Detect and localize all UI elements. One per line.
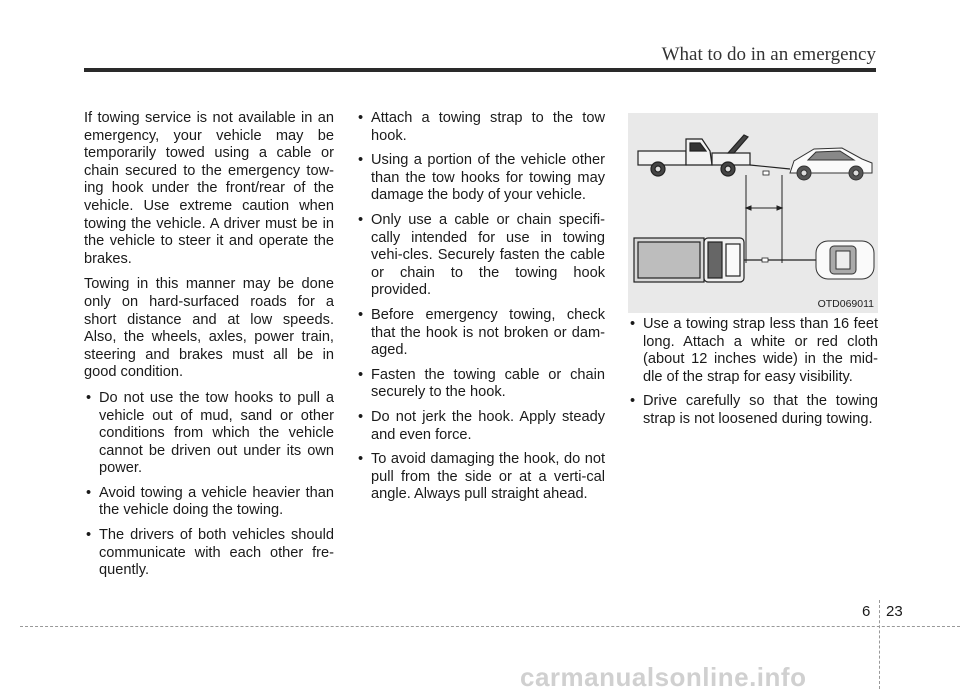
column-2: [356, 110, 605, 511]
list-item: • Avoid towing a vehicle heavier than the vehicle doing the towing.: [84, 485, 334, 520]
towed-car-top-icon: [816, 241, 874, 279]
list-item: • Using a portion of the vehicle other than the tow hooks for towing may damage the body of your vehicle.: [356, 152, 605, 205]
paragraph: If towing service is not available in an emergency, your vehicle may be temporarily towed using a cable or chain secured to the emergency tow-ing hook under the front/rear of the vehicle. Use extreme caution when towing the vehicle. A driver must be in the vehicle to steer it and operate the brakes.: [84, 110, 334, 267]
watermark: carmanualsonline.info: [520, 662, 807, 692]
column-3: [628, 316, 878, 436]
list-item: • Fasten the towing cable or chain securely to the hook.: [356, 367, 605, 402]
chapter-number: 6: [862, 603, 871, 620]
bullet-list: [84, 390, 334, 580]
dimension-marker: [746, 175, 782, 263]
towed-car-side-icon: [790, 148, 872, 180]
list-item: • Attach a towing strap to the tow hook.: [356, 110, 605, 145]
footer-divider: [879, 600, 880, 689]
list-item: • Do not use the tow hooks to pull a vehicle out of mud, sand or other conditions from which the vehicle cannot be driven out under its own power.: [84, 390, 334, 478]
list-item: • Only use a cable or chain specifi-cally intended for use in towing vehi-cles. Securely fasten the cable or chain to the towing hook provided.: [356, 212, 605, 300]
list-item: • To avoid damaging the hook, do not pull from the side or at a verti-cal angle. Always pull straight ahead.: [356, 451, 605, 504]
list-item: • Do not jerk the hook. Apply steady and even force.: [356, 409, 605, 444]
list-item: • Before emergency towing, check that the hook is not broken or dam-aged.: [356, 307, 605, 360]
figure-code: OTD069011: [817, 298, 874, 310]
bullet-list: [628, 316, 878, 429]
warning-cloth-top-icon: [762, 258, 768, 262]
header-title: What to do in an emergency: [661, 44, 876, 65]
strap-side-line: [750, 165, 790, 169]
warning-cloth-icon: [763, 171, 769, 175]
towing-illustration: [628, 113, 878, 313]
tow-truck-top-icon: [634, 238, 744, 282]
bullet-list: [356, 110, 605, 504]
towing-diagram-svg: [628, 113, 878, 313]
header-rule: [84, 68, 876, 72]
footer-rule: [20, 626, 960, 627]
list-item: • Use a towing strap less than 16 feet long. Attach a white or red cloth (about 12 inches wide) in the mid-dle of the strap for easy visibility.: [628, 316, 878, 386]
column-1: [84, 110, 334, 587]
list-item: • Drive carefully so that the towing strap is not loosened during towing.: [628, 393, 878, 428]
paragraph: Towing in this manner may be done only on hard-surfaced roads for a short distance and at low speeds. Also, the wheels, axles, power train, steering and brakes must all be in good condition.: [84, 276, 334, 381]
list-item: • The drivers of both vehicles should communicate with each other fre-quently.: [84, 527, 334, 580]
tow-truck-side-icon: [638, 135, 750, 176]
page-number: 23: [886, 603, 903, 620]
